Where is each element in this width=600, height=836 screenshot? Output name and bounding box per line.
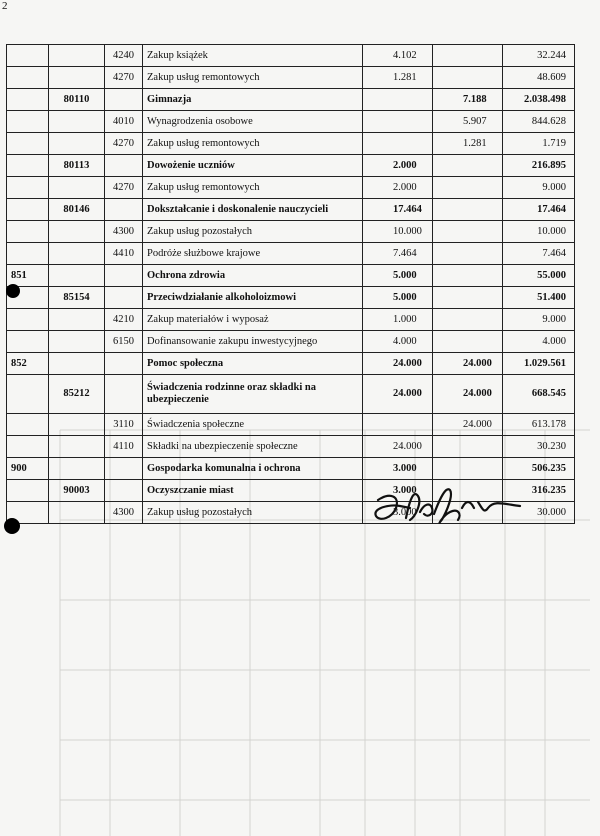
cell-dzial [7,436,49,458]
cell-amount-3: 55.000 [503,265,575,287]
cell-dzial [7,375,49,414]
cell-amount-1: 2.000 [363,155,433,177]
cell-amount-2 [433,243,503,265]
cell-name: Zakup usług remontowych [143,177,363,199]
cell-paragraf: 4210 [105,309,143,331]
table-row [7,155,575,177]
cell-name: Oczyszczanie miast [143,480,363,502]
cell-dzial [7,67,49,89]
cell-amount-3: 9.000 [503,309,575,331]
cell-name: Pomoc społeczna [143,353,363,375]
cell-amount-3: 2.038.498 [503,89,575,111]
table-row [7,309,575,331]
cell-amount-3: 9.000 [503,177,575,199]
cell-amount-3: 17.464 [503,199,575,221]
table-row [7,436,575,458]
cell-dzial: 851 [7,265,49,287]
cell-amount-3: 30.230 [503,436,575,458]
cell-name: Świadczenia społeczne [143,414,363,436]
table-row [7,67,575,89]
cell-amount-1: 4.000 [363,331,433,353]
cell-amount-1: 24.000 [363,375,433,414]
cell-dzial [7,111,49,133]
cell-amount-2 [433,221,503,243]
cell-amount-3: 4.000 [503,331,575,353]
cell-amount-3: 844.628 [503,111,575,133]
cell-amount-3: 316.235 [503,480,575,502]
cell-amount-2 [433,67,503,89]
cell-dzial [7,331,49,353]
cell-dzial [7,414,49,436]
cell-amount-2: 1.281 [433,133,503,155]
cell-paragraf [105,353,143,375]
cell-name: Podróże służbowe krajowe [143,243,363,265]
cell-amount-1: 2.000 [363,177,433,199]
cell-rozdzial [49,265,105,287]
cell-amount-1: 7.464 [363,243,433,265]
cell-amount-2 [433,265,503,287]
cell-name: Dowożenie uczniów [143,155,363,177]
cell-rozdzial [49,331,105,353]
cell-name: Zakup usług remontowych [143,133,363,155]
cell-amount-1: 3.000 [363,502,433,524]
cell-amount-2: 24.000 [433,414,503,436]
cell-name: Zakup usług pozostałych [143,502,363,524]
cell-amount-1: 24.000 [363,353,433,375]
cell-dzial [7,199,49,221]
cell-amount-2: 24.000 [433,375,503,414]
cell-paragraf: 4110 [105,436,143,458]
budget-table [6,44,575,524]
cell-paragraf: 4270 [105,133,143,155]
cell-amount-1: 3.000 [363,458,433,480]
table-row [7,177,575,199]
cell-dzial [7,155,49,177]
cell-dzial [7,221,49,243]
table-row [7,243,575,265]
cell-rozdzial [49,133,105,155]
cell-rozdzial [49,309,105,331]
cell-amount-2 [433,177,503,199]
table-row [7,414,575,436]
cell-rozdzial: 80113 [49,155,105,177]
cell-paragraf: 4270 [105,67,143,89]
cell-dzial [7,133,49,155]
cell-name: Zakup materiałów i wyposaż [143,309,363,331]
cell-amount-2: 5.907 [433,111,503,133]
table-row [7,199,575,221]
cell-paragraf [105,155,143,177]
cell-amount-1: 1.281 [363,67,433,89]
cell-rozdzial [49,436,105,458]
cell-rozdzial [49,502,105,524]
cell-paragraf [105,458,143,480]
table-row [7,353,575,375]
cell-amount-3: 506.235 [503,458,575,480]
cell-amount-3: 1.719 [503,133,575,155]
cell-amount-3: 48.609 [503,67,575,89]
cell-name: Gospodarka komunalna i ochrona [143,458,363,480]
table-row [7,331,575,353]
cell-amount-1: 4.102 [363,45,433,67]
cell-dzial [7,480,49,502]
cell-rozdzial [49,221,105,243]
cell-amount-3: 216.895 [503,155,575,177]
table-row [7,221,575,243]
cell-rozdzial [49,353,105,375]
cell-rozdzial [49,67,105,89]
cell-rozdzial: 85154 [49,287,105,309]
cell-dzial: 852 [7,353,49,375]
cell-paragraf [105,287,143,309]
cell-name: Ochrona zdrowia [143,265,363,287]
cell-amount-3: 51.400 [503,287,575,309]
cell-name: Gimnazja [143,89,363,111]
cell-amount-2 [433,155,503,177]
cell-dzial [7,177,49,199]
cell-name: Dofinansowanie zakupu inwestycyjnego [143,331,363,353]
cell-rozdzial [49,111,105,133]
cell-paragraf [105,199,143,221]
cell-rozdzial: 80146 [49,199,105,221]
cell-paragraf: 4010 [105,111,143,133]
cell-paragraf [105,265,143,287]
cell-name: Świadczenia rodzinne oraz składki na ubezpieczenie [143,375,363,414]
cell-amount-2 [433,458,503,480]
cell-amount-2 [433,436,503,458]
cell-amount-1 [363,89,433,111]
table-row [7,458,575,480]
cell-name: Wynagrodzenia osobowe [143,111,363,133]
cell-paragraf: 4300 [105,502,143,524]
cell-rozdzial [49,414,105,436]
cell-paragraf: 4240 [105,45,143,67]
table-row [7,89,575,111]
cell-name: Przeciwdziałanie alkoholoizmowi [143,287,363,309]
cell-paragraf [105,375,143,414]
table-row [7,287,575,309]
cell-amount-2 [433,45,503,67]
cell-rozdzial [49,458,105,480]
punch-hole-top [6,284,20,298]
cell-amount-1: 5.000 [363,265,433,287]
cell-rozdzial [49,243,105,265]
cell-amount-1: 10.000 [363,221,433,243]
cell-dzial [7,89,49,111]
table-row [7,111,575,133]
cell-amount-3: 1.029.561 [503,353,575,375]
cell-amount-2: 24.000 [433,353,503,375]
cell-amount-2 [433,199,503,221]
cell-dzial [7,309,49,331]
cell-amount-2 [433,287,503,309]
cell-amount-1: 24.000 [363,436,433,458]
cell-name: Zakup książek [143,45,363,67]
cell-name: Składki na ubezpieczenie społeczne [143,436,363,458]
cell-amount-3: 32.244 [503,45,575,67]
cell-amount-2 [433,309,503,331]
cell-amount-1: 3.000 [363,480,433,502]
cell-amount-3: 10.000 [503,221,575,243]
cell-dzial: 900 [7,458,49,480]
cell-rozdzial [49,45,105,67]
punch-hole-bottom [4,518,20,534]
cell-paragraf: 6150 [105,331,143,353]
cell-amount-1: 5.000 [363,287,433,309]
cell-rozdzial: 85212 [49,375,105,414]
table-row [7,375,575,414]
table-row [7,133,575,155]
table-row [7,45,575,67]
cell-amount-1 [363,111,433,133]
cell-amount-3: 30.000 [503,502,575,524]
cell-rozdzial [49,177,105,199]
signature-icon [370,478,530,538]
cell-paragraf [105,480,143,502]
cell-dzial [7,243,49,265]
cell-amount-1 [363,133,433,155]
cell-amount-3: 613.178 [503,414,575,436]
cell-amount-1 [363,414,433,436]
cell-amount-1: 1.000 [363,309,433,331]
cell-amount-3: 668.545 [503,375,575,414]
table-row [7,265,575,287]
cell-dzial [7,45,49,67]
cell-name: Zakup usług remontowych [143,67,363,89]
cell-amount-2: 7.188 [433,89,503,111]
cell-name: Dokształcanie i doskonalenie nauczycieli [143,199,363,221]
cell-rozdzial: 90003 [49,480,105,502]
cell-paragraf [105,89,143,111]
cell-paragraf: 4410 [105,243,143,265]
cell-amount-2 [433,331,503,353]
cell-amount-3: 7.464 [503,243,575,265]
cell-rozdzial: 80110 [49,89,105,111]
cell-paragraf: 4300 [105,221,143,243]
cell-paragraf: 3110 [105,414,143,436]
page-number: 2 [2,0,8,12]
cell-paragraf: 4270 [105,177,143,199]
cell-name: Zakup usług pozostałych [143,221,363,243]
cell-amount-1: 17.464 [363,199,433,221]
